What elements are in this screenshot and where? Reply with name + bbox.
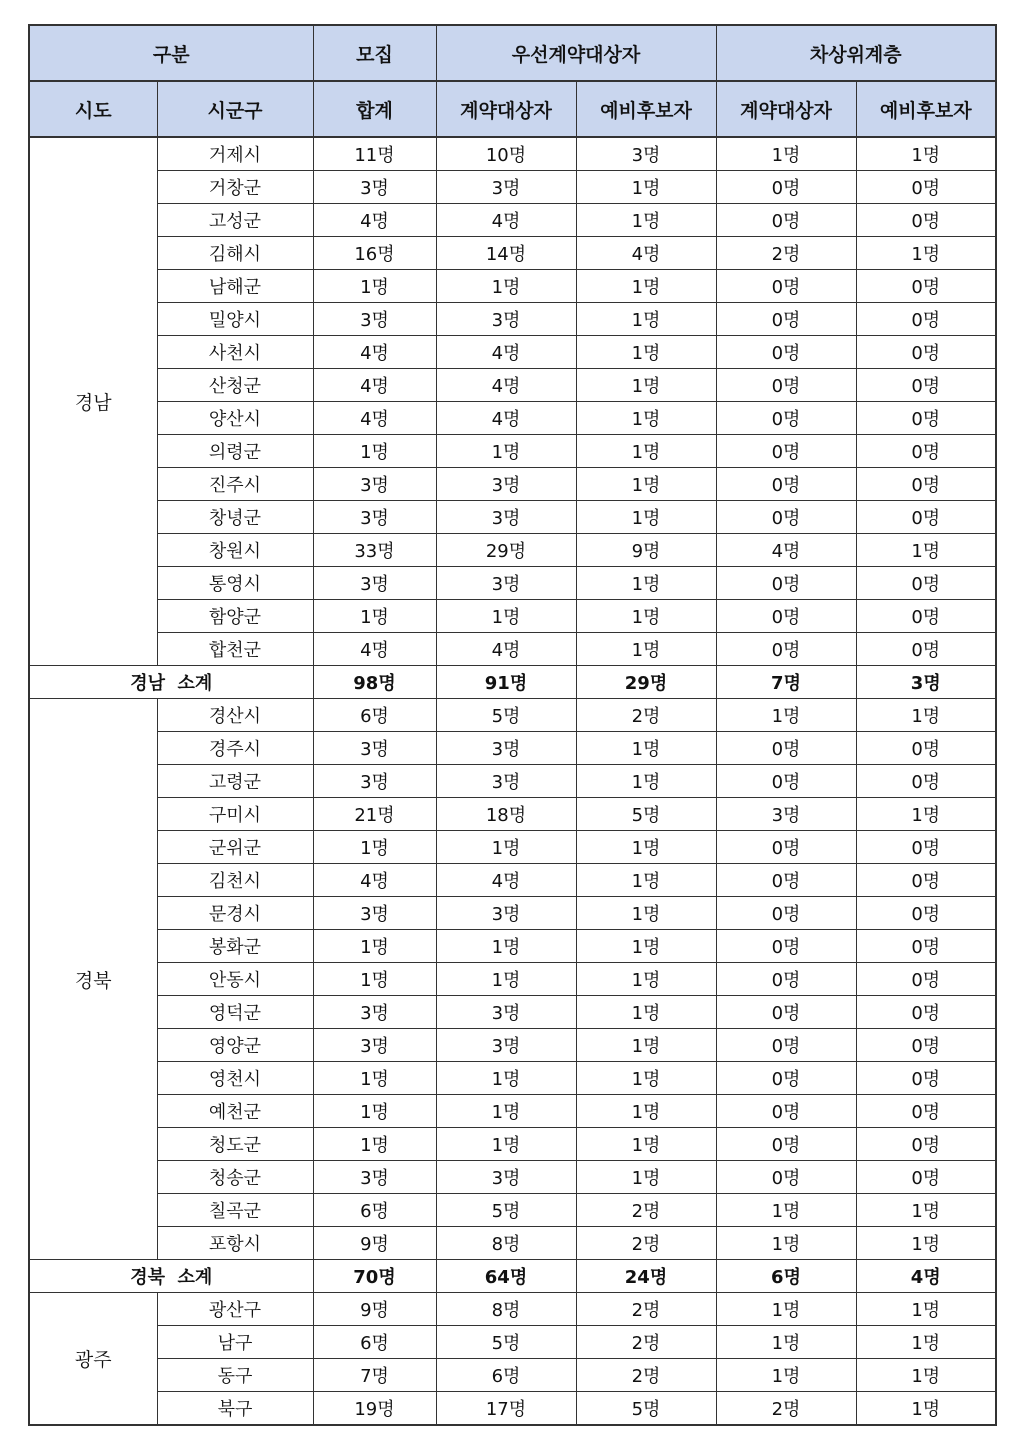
cell-total: 3명 [313, 171, 436, 204]
cell-total: 3명 [313, 303, 436, 336]
cell-secondary-reserve: 0명 [856, 402, 996, 435]
cell-priority-contract: 1명 [436, 963, 576, 996]
table-row [29, 567, 996, 600]
table-row [29, 303, 996, 336]
cell-priority-contract: 3명 [436, 897, 576, 930]
cell-total: 9명 [313, 1293, 436, 1326]
cell-total: 4명 [313, 864, 436, 897]
cell-sigungu: 남해군 [157, 270, 313, 303]
cell-sigungu: 창녕군 [157, 501, 313, 534]
cell-priority-contract: 3명 [436, 468, 576, 501]
subtotal-cell-secondary-contract: 6명 [716, 1260, 856, 1293]
cell-sido: 경남 [29, 137, 157, 666]
cell-sigungu: 문경시 [157, 897, 313, 930]
cell-priority-contract: 6명 [436, 1359, 576, 1392]
header-row-columns [29, 81, 996, 137]
table-row [29, 1194, 996, 1227]
cell-secondary-contract: 0명 [716, 600, 856, 633]
cell-priority-contract: 17명 [436, 1392, 576, 1426]
cell-total: 1명 [313, 1095, 436, 1128]
cell-priority-reserve: 2명 [576, 1326, 716, 1359]
cell-secondary-contract: 0명 [716, 831, 856, 864]
cell-priority-contract: 4명 [436, 204, 576, 237]
cell-secondary-contract: 1명 [716, 1293, 856, 1326]
subtotal-row [29, 666, 996, 699]
cell-secondary-reserve: 1명 [856, 699, 996, 732]
cell-secondary-reserve: 0명 [856, 171, 996, 204]
cell-secondary-contract: 0명 [716, 270, 856, 303]
cell-secondary-reserve: 0명 [856, 303, 996, 336]
cell-secondary-contract: 0명 [716, 303, 856, 336]
cell-total: 3명 [313, 468, 436, 501]
table-row [29, 1293, 996, 1326]
cell-priority-reserve: 1명 [576, 963, 716, 996]
cell-secondary-contract: 0명 [716, 369, 856, 402]
table-row [29, 402, 996, 435]
cell-priority-reserve: 5명 [576, 798, 716, 831]
cell-priority-reserve: 1명 [576, 1095, 716, 1128]
cell-sigungu: 동구 [157, 1359, 313, 1392]
cell-priority-reserve: 1명 [576, 1029, 716, 1062]
cell-sigungu: 김해시 [157, 237, 313, 270]
cell-priority-reserve: 2명 [576, 1194, 716, 1227]
cell-priority-reserve: 2명 [576, 699, 716, 732]
subtotal-label: 경남 소계 [29, 666, 313, 699]
cell-priority-reserve: 1명 [576, 831, 716, 864]
cell-secondary-reserve: 0명 [856, 369, 996, 402]
cell-secondary-contract: 0명 [716, 204, 856, 237]
cell-secondary-reserve: 1명 [856, 1293, 996, 1326]
cell-secondary-contract: 0명 [716, 765, 856, 798]
cell-priority-contract: 3명 [436, 765, 576, 798]
cell-priority-contract: 10명 [436, 137, 576, 171]
cell-priority-reserve: 5명 [576, 1392, 716, 1426]
cell-priority-contract: 14명 [436, 237, 576, 270]
cell-total: 4명 [313, 336, 436, 369]
cell-sigungu: 청도군 [157, 1128, 313, 1161]
cell-priority-contract: 8명 [436, 1293, 576, 1326]
table-row [29, 1161, 996, 1194]
cell-priority-contract: 5명 [436, 699, 576, 732]
cell-sigungu: 경주시 [157, 732, 313, 765]
header-row-groups [29, 25, 996, 81]
cell-sigungu: 사천시 [157, 336, 313, 369]
table-row [29, 1062, 996, 1095]
cell-priority-contract: 3명 [436, 171, 576, 204]
cell-sigungu: 창원시 [157, 534, 313, 567]
cell-priority-reserve: 1명 [576, 336, 716, 369]
cell-secondary-contract: 0명 [716, 963, 856, 996]
cell-priority-reserve: 1명 [576, 468, 716, 501]
cell-secondary-reserve: 0명 [856, 1062, 996, 1095]
cell-secondary-contract: 1명 [716, 1326, 856, 1359]
cell-sigungu: 경산시 [157, 699, 313, 732]
cell-priority-reserve: 1명 [576, 171, 716, 204]
cell-secondary-contract: 0명 [716, 1062, 856, 1095]
cell-secondary-reserve: 0명 [856, 897, 996, 930]
cell-total: 11명 [313, 137, 436, 171]
table-row [29, 1326, 996, 1359]
header-secondary-contract: 계약대상자 [716, 81, 856, 137]
cell-priority-contract: 8명 [436, 1227, 576, 1260]
cell-sigungu: 구미시 [157, 798, 313, 831]
cell-secondary-reserve: 1명 [856, 1326, 996, 1359]
cell-total: 4명 [313, 204, 436, 237]
cell-secondary-reserve: 0명 [856, 468, 996, 501]
cell-total: 3명 [313, 732, 436, 765]
cell-total: 6명 [313, 1194, 436, 1227]
cell-secondary-contract: 0명 [716, 402, 856, 435]
cell-priority-contract: 1명 [436, 1062, 576, 1095]
cell-total: 3명 [313, 501, 436, 534]
cell-priority-reserve: 1명 [576, 930, 716, 963]
cell-secondary-contract: 2명 [716, 237, 856, 270]
cell-priority-reserve: 1명 [576, 633, 716, 666]
table-row [29, 600, 996, 633]
cell-sigungu: 군위군 [157, 831, 313, 864]
cell-secondary-reserve: 0명 [856, 765, 996, 798]
cell-secondary-contract: 0명 [716, 1029, 856, 1062]
subtotal-cell-priority-reserve: 29명 [576, 666, 716, 699]
cell-sigungu: 거제시 [157, 137, 313, 171]
subtotal-cell-secondary-reserve: 4명 [856, 1260, 996, 1293]
cell-sigungu: 남구 [157, 1326, 313, 1359]
subtotal-label: 경북 소계 [29, 1260, 313, 1293]
cell-priority-reserve: 1명 [576, 501, 716, 534]
table-row [29, 137, 996, 171]
table-row [29, 996, 996, 1029]
cell-sigungu: 봉화군 [157, 930, 313, 963]
subtotal-cell-total: 70명 [313, 1260, 436, 1293]
cell-secondary-contract: 0명 [716, 501, 856, 534]
cell-secondary-reserve: 0명 [856, 963, 996, 996]
cell-total: 3명 [313, 765, 436, 798]
cell-sigungu: 포항시 [157, 1227, 313, 1260]
cell-secondary-contract: 1명 [716, 1227, 856, 1260]
cell-priority-reserve: 1명 [576, 402, 716, 435]
cell-secondary-contract: 0명 [716, 1095, 856, 1128]
cell-sigungu: 칠곡군 [157, 1194, 313, 1227]
cell-priority-reserve: 2명 [576, 1227, 716, 1260]
cell-secondary-reserve: 0명 [856, 1161, 996, 1194]
cell-priority-contract: 4명 [436, 336, 576, 369]
cell-secondary-contract: 0명 [716, 897, 856, 930]
cell-secondary-contract: 0명 [716, 435, 856, 468]
cell-total: 1명 [313, 963, 436, 996]
cell-priority-reserve: 1명 [576, 435, 716, 468]
table-row [29, 1029, 996, 1062]
cell-secondary-contract: 0명 [716, 468, 856, 501]
table-row [29, 270, 996, 303]
header-secondary-reserve: 예비후보자 [856, 81, 996, 137]
table-row [29, 1095, 996, 1128]
cell-total: 1명 [313, 435, 436, 468]
cell-priority-contract: 3명 [436, 1161, 576, 1194]
cell-secondary-contract: 0명 [716, 864, 856, 897]
cell-priority-contract: 4명 [436, 402, 576, 435]
table-row [29, 336, 996, 369]
cell-secondary-reserve: 1명 [856, 534, 996, 567]
cell-secondary-contract: 1명 [716, 699, 856, 732]
cell-secondary-reserve: 1명 [856, 237, 996, 270]
cell-sigungu: 밀양시 [157, 303, 313, 336]
cell-priority-reserve: 1명 [576, 996, 716, 1029]
table-row [29, 732, 996, 765]
table-row [29, 534, 996, 567]
table-row [29, 501, 996, 534]
table-row [29, 765, 996, 798]
table-row [29, 864, 996, 897]
cell-total: 6명 [313, 1326, 436, 1359]
cell-secondary-reserve: 0명 [856, 567, 996, 600]
header-gubun: 구분 [29, 25, 313, 81]
cell-priority-contract: 1명 [436, 1095, 576, 1128]
table-row [29, 1392, 996, 1426]
subtotal-cell-priority-contract: 91명 [436, 666, 576, 699]
cell-total: 4명 [313, 633, 436, 666]
cell-secondary-reserve: 0명 [856, 1029, 996, 1062]
cell-total: 3명 [313, 1161, 436, 1194]
cell-secondary-reserve: 1명 [856, 1194, 996, 1227]
cell-secondary-reserve: 1명 [856, 1359, 996, 1392]
cell-secondary-reserve: 0명 [856, 435, 996, 468]
cell-sigungu: 양산시 [157, 402, 313, 435]
cell-total: 7명 [313, 1359, 436, 1392]
cell-secondary-reserve: 1명 [856, 1227, 996, 1260]
cell-priority-reserve: 3명 [576, 137, 716, 171]
cell-secondary-reserve: 0명 [856, 204, 996, 237]
cell-secondary-contract: 0명 [716, 1161, 856, 1194]
table-row [29, 897, 996, 930]
cell-secondary-reserve: 0명 [856, 336, 996, 369]
cell-sigungu: 함양군 [157, 600, 313, 633]
cell-total: 9명 [313, 1227, 436, 1260]
cell-secondary-contract: 0명 [716, 171, 856, 204]
header-sigungu: 시군구 [157, 81, 313, 137]
cell-priority-contract: 3명 [436, 996, 576, 1029]
cell-sigungu: 광산구 [157, 1293, 313, 1326]
cell-total: 1명 [313, 831, 436, 864]
cell-priority-reserve: 1명 [576, 600, 716, 633]
subtotal-cell-priority-contract: 64명 [436, 1260, 576, 1293]
cell-total: 1명 [313, 270, 436, 303]
cell-secondary-contract: 2명 [716, 1392, 856, 1426]
cell-priority-reserve: 1명 [576, 1128, 716, 1161]
cell-total: 33명 [313, 534, 436, 567]
cell-priority-reserve: 1명 [576, 732, 716, 765]
table-row [29, 1359, 996, 1392]
cell-sigungu: 산청군 [157, 369, 313, 402]
cell-priority-contract: 18명 [436, 798, 576, 831]
subtotal-cell-secondary-contract: 7명 [716, 666, 856, 699]
cell-sido: 광주 [29, 1293, 157, 1426]
cell-secondary-contract: 3명 [716, 798, 856, 831]
cell-secondary-contract: 0명 [716, 567, 856, 600]
cell-priority-contract: 3명 [436, 732, 576, 765]
cell-priority-contract: 1명 [436, 1128, 576, 1161]
cell-total: 19명 [313, 1392, 436, 1426]
table-row [29, 930, 996, 963]
table-row [29, 1128, 996, 1161]
cell-priority-reserve: 1명 [576, 1062, 716, 1095]
cell-secondary-reserve: 0명 [856, 864, 996, 897]
cell-secondary-reserve: 0명 [856, 831, 996, 864]
cell-secondary-reserve: 0명 [856, 633, 996, 666]
cell-priority-contract: 5명 [436, 1326, 576, 1359]
cell-sigungu: 통영시 [157, 567, 313, 600]
cell-total: 3명 [313, 996, 436, 1029]
cell-priority-contract: 1명 [436, 600, 576, 633]
cell-secondary-reserve: 0명 [856, 1128, 996, 1161]
cell-total: 3명 [313, 1029, 436, 1062]
cell-priority-contract: 5명 [436, 1194, 576, 1227]
cell-sigungu: 북구 [157, 1392, 313, 1426]
table-row [29, 435, 996, 468]
table-row [29, 831, 996, 864]
table-row [29, 699, 996, 732]
cell-sigungu: 청송군 [157, 1161, 313, 1194]
cell-priority-contract: 4명 [436, 864, 576, 897]
cell-priority-contract: 1명 [436, 270, 576, 303]
table-row [29, 468, 996, 501]
cell-total: 1명 [313, 600, 436, 633]
cell-priority-contract: 3명 [436, 303, 576, 336]
cell-secondary-reserve: 0명 [856, 1095, 996, 1128]
table-row [29, 204, 996, 237]
header-priority-group: 우선계약대상자 [436, 25, 716, 81]
cell-sigungu: 의령군 [157, 435, 313, 468]
cell-total: 1명 [313, 1062, 436, 1095]
cell-priority-reserve: 1명 [576, 204, 716, 237]
cell-priority-contract: 4명 [436, 633, 576, 666]
cell-secondary-reserve: 0명 [856, 996, 996, 1029]
cell-sigungu: 김천시 [157, 864, 313, 897]
cell-secondary-reserve: 0명 [856, 501, 996, 534]
header-priority-reserve: 예비후보자 [576, 81, 716, 137]
cell-total: 3명 [313, 567, 436, 600]
cell-sigungu: 영양군 [157, 1029, 313, 1062]
cell-sigungu: 예천군 [157, 1095, 313, 1128]
cell-total: 1명 [313, 930, 436, 963]
cell-priority-reserve: 1명 [576, 864, 716, 897]
cell-secondary-contract: 0명 [716, 633, 856, 666]
subtotal-cell-total: 98명 [313, 666, 436, 699]
cell-sigungu: 고령군 [157, 765, 313, 798]
cell-priority-contract: 3명 [436, 567, 576, 600]
cell-secondary-reserve: 0명 [856, 600, 996, 633]
header-secondary-group: 차상위계층 [716, 25, 996, 81]
cell-total: 21명 [313, 798, 436, 831]
header-sido: 시도 [29, 81, 157, 137]
table-row [29, 369, 996, 402]
cell-priority-reserve: 9명 [576, 534, 716, 567]
table-row [29, 963, 996, 996]
cell-priority-contract: 3명 [436, 1029, 576, 1062]
cell-priority-reserve: 1명 [576, 567, 716, 600]
cell-secondary-reserve: 1명 [856, 137, 996, 171]
cell-priority-reserve: 4명 [576, 237, 716, 270]
table-row [29, 633, 996, 666]
header-priority-contract: 계약대상자 [436, 81, 576, 137]
cell-secondary-contract: 0명 [716, 930, 856, 963]
cell-priority-reserve: 2명 [576, 1359, 716, 1392]
cell-secondary-reserve: 0명 [856, 930, 996, 963]
cell-priority-reserve: 1명 [576, 303, 716, 336]
cell-priority-reserve: 1명 [576, 1161, 716, 1194]
cell-secondary-contract: 0명 [716, 732, 856, 765]
cell-secondary-reserve: 1명 [856, 1392, 996, 1426]
cell-priority-reserve: 1명 [576, 765, 716, 798]
cell-total: 4명 [313, 402, 436, 435]
cell-secondary-contract: 1명 [716, 137, 856, 171]
table-row [29, 798, 996, 831]
cell-secondary-contract: 0명 [716, 1128, 856, 1161]
cell-priority-contract: 3명 [436, 501, 576, 534]
subtotal-cell-secondary-reserve: 3명 [856, 666, 996, 699]
cell-sigungu: 영천시 [157, 1062, 313, 1095]
table-row [29, 237, 996, 270]
cell-sido: 경북 [29, 699, 157, 1260]
header-total: 합계 [313, 81, 436, 137]
cell-total: 1명 [313, 1128, 436, 1161]
cell-sigungu: 거창군 [157, 171, 313, 204]
cell-secondary-contract: 0명 [716, 336, 856, 369]
subtotal-cell-priority-reserve: 24명 [576, 1260, 716, 1293]
table-row [29, 171, 996, 204]
cell-secondary-contract: 0명 [716, 996, 856, 1029]
header-mojip: 모집 [313, 25, 436, 81]
cell-total: 3명 [313, 897, 436, 930]
cell-priority-contract: 4명 [436, 369, 576, 402]
cell-total: 16명 [313, 237, 436, 270]
recruitment-table [28, 24, 997, 1426]
subtotal-row [29, 1260, 996, 1293]
cell-sigungu: 진주시 [157, 468, 313, 501]
cell-secondary-reserve: 0명 [856, 270, 996, 303]
cell-priority-reserve: 1명 [576, 270, 716, 303]
cell-sigungu: 안동시 [157, 963, 313, 996]
cell-secondary-contract: 4명 [716, 534, 856, 567]
cell-secondary-contract: 1명 [716, 1359, 856, 1392]
cell-secondary-reserve: 1명 [856, 798, 996, 831]
cell-total: 6명 [313, 699, 436, 732]
cell-priority-contract: 29명 [436, 534, 576, 567]
cell-sigungu: 합천군 [157, 633, 313, 666]
cell-total: 4명 [313, 369, 436, 402]
table-row [29, 1227, 996, 1260]
cell-priority-contract: 1명 [436, 930, 576, 963]
cell-sigungu: 고성군 [157, 204, 313, 237]
cell-priority-reserve: 1명 [576, 897, 716, 930]
cell-priority-contract: 1명 [436, 831, 576, 864]
cell-secondary-contract: 1명 [716, 1194, 856, 1227]
cell-secondary-reserve: 0명 [856, 732, 996, 765]
cell-priority-reserve: 2명 [576, 1293, 716, 1326]
cell-sigungu: 영덕군 [157, 996, 313, 1029]
cell-priority-contract: 1명 [436, 435, 576, 468]
table-body [29, 137, 996, 1425]
cell-priority-reserve: 1명 [576, 369, 716, 402]
